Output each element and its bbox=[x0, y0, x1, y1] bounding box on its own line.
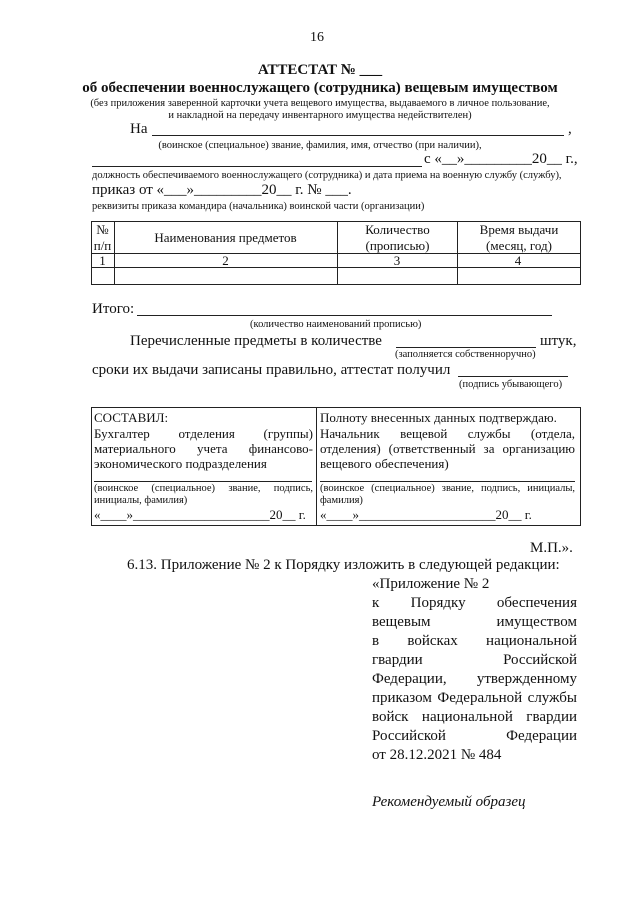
admission-date: с «__»_________20__ г., bbox=[424, 151, 578, 167]
na-label: На bbox=[130, 121, 148, 137]
appendix-line: Российской Федерации bbox=[372, 728, 577, 744]
table-col-number: 1 bbox=[99, 253, 106, 268]
na-comma: , bbox=[568, 121, 572, 137]
position-hint: должность обеспечиваемого военнослужащего (сотрудника) и дата приема на военную службу (службу), bbox=[92, 170, 562, 181]
left-hint-1: (воинское (специальное) звание, подпись, bbox=[94, 483, 313, 494]
itogo-label: Итого: bbox=[92, 301, 135, 317]
order-line: приказ от «___»_________20__ г. № ___. bbox=[92, 182, 352, 198]
left-line-2: материального учета финансово- bbox=[94, 441, 313, 456]
table-row[interactable] bbox=[92, 268, 578, 283]
document-subtitle: об обеспечении военнослужащего (сотрудника) вещевым имуществом bbox=[82, 80, 558, 96]
right-heading: Полноту внесенных данных подтверждаю. bbox=[320, 410, 557, 425]
appendix-line: Федерации, утвержденному bbox=[372, 671, 577, 687]
appendix-line: войск национальной гвардии bbox=[372, 709, 577, 725]
recommended-sample: Рекомендуемый образец bbox=[372, 794, 526, 810]
right-line-3: вещевого обеспечения) bbox=[320, 456, 449, 471]
na-hint: (воинское (специальное) звание, фамилия, имя, отчество (при наличии), bbox=[158, 140, 482, 151]
table-header-time: Время выдачи (месяц, год) bbox=[479, 222, 559, 253]
received-field-line[interactable] bbox=[458, 376, 568, 377]
appendix-line: приказом Федеральной службы bbox=[372, 690, 577, 706]
table-col-number: 4 bbox=[514, 253, 522, 268]
title-note-1: (без приложения заверенной карточки учета вещевого имущества, выдаваемого в личное пользование, bbox=[90, 98, 550, 109]
right-date: «____»_____________________20__ г. bbox=[320, 507, 532, 522]
na-field-line[interactable] bbox=[152, 135, 564, 136]
appendix-line: в войсках национальной bbox=[372, 633, 577, 649]
left-signature-line[interactable] bbox=[94, 481, 312, 482]
right-line-2: отделения) (ответственный за организацию bbox=[320, 441, 575, 456]
appendix-line: вещевым имуществом bbox=[372, 614, 577, 630]
document-title: АТТЕСТАТ № ___ bbox=[257, 62, 383, 78]
right-hint-2: фамилия) bbox=[320, 495, 363, 506]
listed-field-line[interactable] bbox=[396, 347, 536, 348]
table-header-qty: Количество (прописью) bbox=[365, 222, 430, 253]
listed-text: Перечисленные предметы в количестве bbox=[130, 333, 382, 349]
appendix-title: «Приложение № 2 bbox=[372, 576, 490, 592]
appendix-line: гвардии Российской bbox=[372, 652, 577, 668]
table-header-name: Наименования предметов bbox=[154, 230, 297, 245]
table-header-num: № п/п bbox=[93, 222, 112, 253]
left-heading: СОСТАВИЛ: bbox=[94, 410, 169, 425]
right-line-1: Начальник вещевой службы (отдела, bbox=[320, 426, 575, 441]
appendix-line: к Порядку обеспечения bbox=[372, 595, 577, 611]
title-note-2: и накладной на передачу инвентарного имущества недействителен) bbox=[168, 110, 472, 121]
listed-hint: (заполняется собственноручно) bbox=[395, 349, 536, 360]
position-field-line[interactable] bbox=[92, 166, 422, 167]
left-line-1: Бухгалтер отделения (группы) bbox=[94, 426, 313, 441]
appendix-date: от 28.12.2021 № 484 bbox=[372, 747, 502, 763]
itogo-field-line[interactable] bbox=[137, 315, 552, 316]
itogo-hint: (количество наименований прописью) bbox=[250, 319, 422, 330]
page-number: 16 bbox=[310, 30, 324, 45]
table-col-number: 2 bbox=[222, 253, 229, 268]
table-col-number: 3 bbox=[393, 253, 401, 268]
left-hint-2: инициалы, фамилия) bbox=[94, 495, 188, 506]
left-line-3: экономического подразделения bbox=[94, 456, 267, 471]
stamp-place: М.П.». bbox=[530, 540, 573, 556]
listed-unit: штук, bbox=[540, 333, 577, 349]
left-date: «____»_____________________20__ г. bbox=[94, 507, 306, 522]
order-hint: реквизиты приказа командира (начальника) воинской части (организации) bbox=[92, 201, 425, 212]
right-signature-line[interactable] bbox=[320, 481, 575, 482]
amendment-text: 6.13. Приложение № 2 к Порядку изложить в следующей редакции: bbox=[127, 557, 560, 573]
received-hint: (подпись убывающего) bbox=[459, 379, 563, 390]
right-hint-1: (воинское (специальное) звание, подпись, инициалы, bbox=[320, 483, 575, 494]
received-text: сроки их выдачи записаны правильно, аттестат получил bbox=[92, 362, 451, 378]
